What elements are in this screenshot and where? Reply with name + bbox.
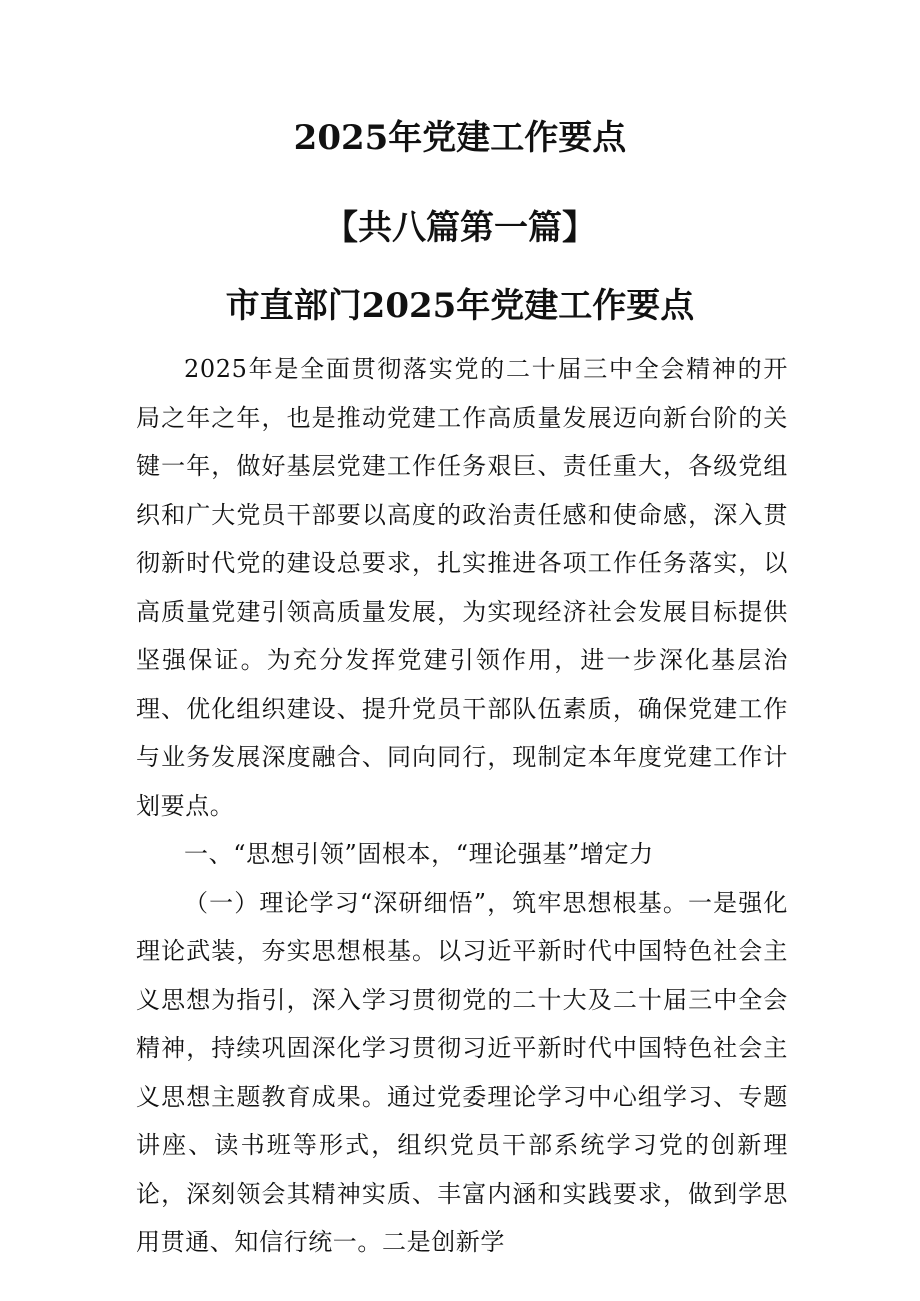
section-heading: 一、“思想引领”固根本，“理论强基”增定力: [184, 840, 654, 868]
document-title: 2025年党建工作要点: [293, 118, 627, 158]
document-body: [136, 345, 788, 1267]
intro-paragraph: 2025年是全面贯彻落实党的二十届三中全会精神的开局之年之年，也是推动党建工作高质量发展迈向新台阶的关键一年，做好基层党建工作任务艰巨、责任重大，各级党组织和广大党员干部要以高度的政治责任感和使命感，深入贯彻新时代党的建设总要求，扎实推进各项工作任务落实，以高质量党建引领高质量发展，为实现经济社会发展目标提供坚强保证。为充分发挥党建引领作用，进一步深化基层治理、优化组织建设、提升党员干部队伍素质，确保党建工作与业务发展深度融合、同向同行，现制定本年度党建工作计划要点。: [136, 355, 788, 820]
document-subtitle: 市直部门2025年党建工作要点: [225, 286, 695, 326]
subsection-paragraph: （一）理论学习“深研细悟”，筑牢思想根基。一是强化理论武装，夯实思想根基。以习近平新时代中国特色社会主义思想为指引，深入学习贯彻党的二十大及二十届三中全会精神，持续巩固深化学习贯彻习近平新时代中国特色社会主义思想主题教育成果。通过党委理论学习中心组学习、专题讲座、读书班等形式，组织党员干部系统学习党的创新理论，深刻领会其精神实质、丰富内涵和实践要求，做到学思用贯通、知信行统一。二是创新学: [136, 888, 788, 1256]
series-label: 【共八篇第一篇】: [324, 208, 596, 248]
